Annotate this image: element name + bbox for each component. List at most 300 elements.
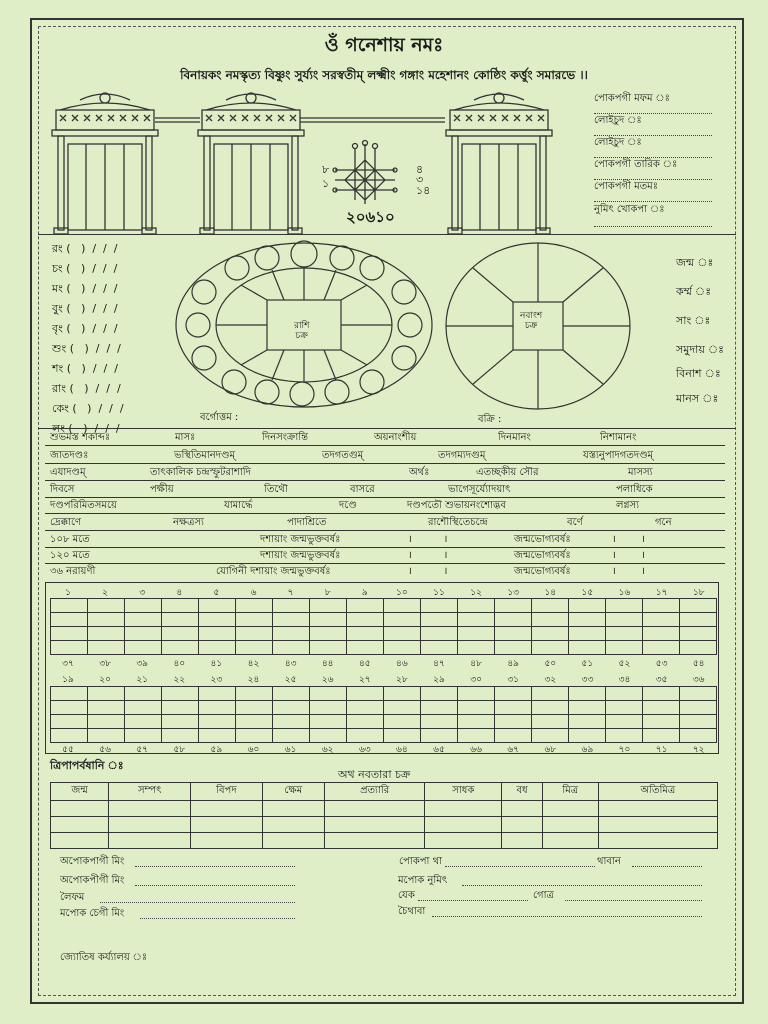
grid-cell — [236, 715, 273, 729]
grid-cell — [236, 599, 273, 613]
yantra-number: ১৪ — [416, 184, 431, 197]
grid-cell — [51, 641, 88, 655]
planet-row: বৃং ( ) / / / — [52, 322, 118, 335]
page-title: ওঁ গনেশায় নমঃ — [324, 34, 444, 56]
dasha-right: জন্মভোগ্যবর্ষঃ — [514, 566, 571, 577]
grid-cell — [310, 701, 347, 715]
grid-cell — [51, 715, 88, 729]
grid-cell — [384, 701, 421, 715]
grid-number: ৬৩ — [358, 745, 371, 755]
planet-row: কেং ( ) / / / — [52, 402, 124, 415]
field-line — [135, 866, 295, 867]
grid-cell — [458, 715, 495, 729]
grid-cell — [458, 627, 495, 641]
row-line — [45, 497, 725, 498]
dasha-right: জন্মভোগ্যবর্ষঃ — [514, 550, 571, 561]
dasha-label: ১০৮ মতে — [50, 534, 90, 545]
grid-cell — [125, 627, 162, 641]
detail-label: তিথৌ — [264, 484, 288, 495]
grid-cell — [680, 715, 717, 729]
grid-cell — [384, 599, 421, 613]
row-line — [45, 513, 725, 514]
grid-number: ৬২ — [321, 745, 334, 755]
grid-number: ৪৯ — [507, 659, 520, 669]
grid-number: ৪৫ — [358, 659, 371, 669]
grid-cell — [458, 641, 495, 655]
right-label: মানস ঃ — [676, 392, 719, 405]
grid-number: ৬৮ — [544, 745, 557, 755]
detail-label: যস্ত্যনুপাদগতদণ্ডম্ — [583, 450, 654, 461]
grid-cell — [569, 599, 606, 613]
grid-cell — [88, 715, 125, 729]
grid-cell — [643, 627, 680, 641]
grid-cell — [273, 729, 310, 743]
detail-label: মাসঃ — [175, 432, 196, 443]
grid-cell — [495, 641, 532, 655]
row-line — [45, 547, 725, 548]
planet-row: বুং ( ) / / / — [52, 302, 118, 315]
grid-cell — [273, 599, 310, 613]
grid-cell — [347, 599, 384, 613]
grid-cell — [88, 701, 125, 715]
grid-number: ৩৯ — [136, 659, 149, 669]
detail-label: শুভমস্ত শকাব্দঃ — [50, 432, 111, 443]
grid-number: ২৫ — [284, 675, 297, 685]
divider — [38, 234, 736, 235]
grid-cell — [125, 701, 162, 715]
grid-number: ১৩ — [507, 588, 520, 598]
grid-cell — [273, 613, 310, 627]
grid-number: ৭০ — [618, 745, 631, 755]
grid-cell — [606, 729, 643, 743]
grid-number: ৫৬ — [99, 745, 111, 755]
grid-cell — [458, 729, 495, 743]
grid-cell — [310, 641, 347, 655]
grid-cell — [458, 613, 495, 627]
field-line — [594, 226, 712, 227]
grid-number: ১০ — [396, 588, 408, 598]
grid-cell — [310, 627, 347, 641]
field-line — [565, 900, 702, 901]
grid-number: ৮ — [324, 588, 331, 598]
grid-number: ৫৫ — [62, 745, 74, 755]
grid-cell — [273, 687, 310, 701]
navatara-header: সম্পৎ — [109, 783, 191, 801]
grid-cell — [495, 687, 532, 701]
grid-number: ৫৮ — [173, 745, 186, 755]
grid-cell — [495, 627, 532, 641]
detail-label: দণ্ডপরিমিতসময়ে — [50, 500, 117, 511]
planet-row: চং ( ) / / / — [52, 262, 118, 275]
field-line — [594, 113, 712, 114]
grid-cell — [236, 627, 273, 641]
grid-number: ৪৪ — [321, 659, 334, 669]
grid-cell — [569, 613, 606, 627]
grid-cell — [310, 729, 347, 743]
grid-cell — [199, 599, 236, 613]
grid-cell — [532, 613, 569, 627]
grid-number: ৬১ — [284, 745, 297, 755]
bottom-field-label: অপোকপীগী মিং — [60, 875, 125, 886]
bottom-field-label: অপোকপাগী মিং — [60, 856, 125, 867]
grid-cell — [236, 687, 273, 701]
field-label: পোকপগী মফম ঃ — [594, 93, 671, 104]
navatara-header: মিত্র — [542, 783, 598, 801]
grid-cell — [347, 729, 384, 743]
dasha-mid: দশায়াং জন্মভুক্তবর্ষঃ — [260, 550, 341, 561]
grid-number: ১৬ — [618, 588, 631, 598]
detail-label: নিশামানং — [600, 432, 637, 443]
grid-number: ৬৯ — [581, 745, 594, 755]
grid-number: ২৮ — [396, 675, 408, 685]
navatara-header: বিপদ — [191, 783, 263, 801]
bottom-field-label: পোকপা থা — [399, 856, 442, 867]
grid-number: ৫ — [213, 588, 220, 598]
row-line — [45, 563, 725, 564]
grid-cell — [569, 729, 606, 743]
grid-cell — [273, 627, 310, 641]
detail-label: দিনমানং — [498, 432, 531, 443]
field-line — [135, 885, 295, 886]
grid-cell — [199, 687, 236, 701]
right-label: সমুদায় ঃ — [676, 343, 725, 356]
grid-cell — [51, 729, 88, 743]
navatara-header: জন্ম — [51, 783, 109, 801]
dasha-marks: । । — [408, 550, 448, 561]
grid-cell — [199, 627, 236, 641]
grid-cell — [236, 641, 273, 655]
grid-cell — [384, 613, 421, 627]
dasha-mid: যোগিনী দশায়াং জন্মভুক্তবর্ষঃ — [216, 566, 331, 577]
grid-number: ৩৮ — [99, 659, 111, 669]
grid-cell — [162, 641, 199, 655]
grid-number: ৪০ — [173, 659, 186, 669]
yantra-number: ১ — [322, 177, 330, 190]
bottom-field-label: যেক — [398, 890, 415, 901]
grid-number: ২২ — [173, 675, 186, 685]
grid-cell — [162, 729, 199, 743]
navatara-table — [50, 782, 718, 849]
field-line — [594, 135, 712, 136]
grid-cell — [125, 687, 162, 701]
grid-cell — [643, 715, 680, 729]
grid-cell — [532, 715, 569, 729]
grid-number: ১৯ — [62, 675, 74, 685]
grid-number: ৫২ — [618, 659, 631, 669]
field-line — [594, 179, 712, 180]
grid-cell — [199, 613, 236, 627]
dasha-marks: । । — [612, 566, 646, 577]
grid-cell — [310, 599, 347, 613]
grid-cell — [51, 599, 88, 613]
bottom-field-label: মপোক চেগী মিং — [60, 908, 125, 919]
grid-cell — [347, 613, 384, 627]
grid-cell — [495, 599, 532, 613]
grid-cell — [643, 687, 680, 701]
dasha-right: জন্মভোগ্যবর্ষঃ — [514, 534, 571, 545]
grid-cell — [236, 729, 273, 743]
bottom-field-label: গোত্র — [533, 890, 554, 901]
grid-number: ১৭ — [655, 588, 668, 598]
grid-number: ২৩ — [210, 675, 223, 685]
detail-label: দণ্ডপতৌ শুভায়নংশোদ্ভব — [407, 500, 506, 511]
detail-label: বাসরে — [350, 484, 375, 495]
grid-cell — [125, 729, 162, 743]
grid-number: ৯ — [361, 588, 368, 598]
grid-cell — [495, 729, 532, 743]
grid-cell — [495, 613, 532, 627]
detail-label: বর্ণে — [567, 517, 583, 528]
grid-number: ১৮ — [692, 588, 705, 598]
planet-row: শং ( ) / / / — [52, 362, 118, 375]
detail-label: পলাধিকে — [616, 484, 653, 495]
grid-cell — [273, 701, 310, 715]
number-grid-top — [50, 598, 717, 655]
grid-cell — [347, 701, 384, 715]
grid-number: ৬ — [250, 588, 257, 598]
field-label: লোইচুদ ঃ — [594, 137, 642, 148]
field-label: লোইচুদ ঃ — [594, 115, 642, 126]
grid-cell — [680, 729, 717, 743]
grid-cell — [643, 613, 680, 627]
detail-label: মাসস্য — [628, 467, 653, 478]
grid-number: ৩৬ — [692, 675, 705, 685]
grid-number: ১১ — [433, 588, 445, 598]
navatara-header: সাধক — [425, 783, 502, 801]
grid-cell — [606, 613, 643, 627]
grid-cell — [458, 701, 495, 715]
grid-cell — [384, 729, 421, 743]
grid-cell — [606, 715, 643, 729]
footer-label: জ্যোতিষ কর্য্যালয় ঃ — [60, 952, 148, 963]
row-line — [45, 480, 725, 481]
grid-number: ১২ — [470, 588, 482, 598]
grid-cell — [51, 627, 88, 641]
grid-cell — [532, 627, 569, 641]
grid-cell — [162, 599, 199, 613]
grid-cell — [458, 599, 495, 613]
planet-row: রাং ( ) / / / — [52, 382, 121, 395]
planet-row: মং ( ) / / / — [52, 282, 118, 295]
grid-number: ১ — [65, 588, 71, 598]
field-line — [432, 916, 702, 917]
grid-number: ৫৩ — [655, 659, 668, 669]
field-line — [445, 866, 595, 867]
field-line — [418, 900, 528, 901]
detail-label: দণ্ডে — [339, 500, 357, 511]
grid-cell — [162, 613, 199, 627]
grid-cell — [51, 687, 88, 701]
grid-number: ৫৪ — [692, 659, 705, 669]
right-label: বিনাশ ঃ — [676, 367, 721, 380]
navatara-header: অতিমিত্র — [598, 783, 717, 801]
grid-number: ৪১ — [210, 659, 223, 669]
dasha-marks: । । — [612, 550, 646, 561]
detail-label: দিনসংক্রান্তি — [262, 432, 309, 443]
planet-row: রং ( ) / / / — [52, 242, 118, 255]
grid-number: ২৭ — [358, 675, 371, 685]
grid-cell — [51, 613, 88, 627]
grid-cell — [606, 627, 643, 641]
grid-cell — [384, 641, 421, 655]
grid-number: ৫৭ — [136, 745, 149, 755]
grid-number: ৭ — [287, 588, 294, 598]
dasha-marks: । । — [612, 534, 646, 545]
grid-number: ৩২ — [544, 675, 557, 685]
detail-label: তদগম্যদগুম্ — [438, 450, 486, 461]
detail-label: ভস্থিতিমানদণ্ডম্ — [174, 450, 236, 461]
grid-cell — [532, 641, 569, 655]
detail-label: নক্ষত্রস্য — [173, 517, 204, 528]
grid-cell — [88, 599, 125, 613]
detail-label: অর্থঃ — [409, 467, 430, 478]
grid-cell — [643, 729, 680, 743]
grid-number: ২১ — [136, 675, 149, 685]
grid-cell — [384, 627, 421, 641]
grid-number: ৪৩ — [284, 659, 297, 669]
grid-cell — [125, 641, 162, 655]
grid-cell — [606, 687, 643, 701]
grid-number: ৪২ — [247, 659, 260, 669]
detail-label: লগ্নস্য — [616, 500, 639, 511]
grid-cell — [162, 627, 199, 641]
planet-row: লং ( ) / / / — [52, 422, 120, 435]
dasha-label: ১২০ মতে — [50, 550, 90, 561]
grid-cell — [421, 729, 458, 743]
grid-cell — [421, 687, 458, 701]
grid-number: ২৪ — [247, 675, 260, 685]
grid-cell — [569, 715, 606, 729]
detail-label: রাশৌস্থিতেচন্দ্রে — [428, 517, 488, 528]
gate-decoration — [50, 88, 580, 236]
grid-number: ৪৮ — [470, 659, 482, 669]
detail-label: এতচ্ছকীয় সৌর — [476, 467, 539, 478]
grid-cell — [569, 641, 606, 655]
grid-number: ৫০ — [544, 659, 557, 669]
grid-number: ৬৫ — [433, 745, 445, 755]
grid-cell — [606, 599, 643, 613]
grid-cell — [199, 729, 236, 743]
grid-cell — [125, 613, 162, 627]
yantra-number: ৪ — [416, 163, 424, 176]
field-label: নুমিৎ খোকপা ঃ — [594, 204, 665, 215]
row-line — [45, 445, 725, 446]
detail-label: অয়নাংশীয় — [374, 432, 417, 443]
grid-cell — [680, 599, 717, 613]
mantra-text: বিনায়কং নমস্কৃত্য বিষ্ণুং সুর্য্যং সরস্বতীম্ লক্ষ্মীং গঙ্গাং মহেশানং কোষ্ঠিং কর্ত্তুং সমারভে ।। — [180, 68, 588, 82]
field-label: পোকপগী তারিক ঃ — [594, 159, 678, 170]
field-label: পোকপগী মতমঃ — [594, 181, 659, 192]
grid-cell — [569, 701, 606, 715]
grid-number: ৪৬ — [396, 659, 408, 669]
field-line — [140, 918, 295, 919]
grid-number: ৩৫ — [655, 675, 668, 685]
navamsha-chakra-label: নবাংশ চক্র — [520, 311, 543, 331]
grid-number: ৭২ — [692, 745, 705, 755]
grid-number: ২৯ — [433, 675, 445, 685]
field-line — [100, 902, 295, 903]
grid-number: ৩১ — [507, 675, 520, 685]
grid-cell — [199, 715, 236, 729]
grid-cell — [421, 599, 458, 613]
grid-number: ৩৪ — [618, 675, 631, 685]
grid-cell — [384, 715, 421, 729]
grid-cell — [347, 641, 384, 655]
grid-number: ২০ — [99, 675, 111, 685]
vargottam-label: বর্গোত্তম : — [200, 412, 239, 423]
detail-label: দ্রেক্কাণে — [50, 517, 82, 528]
grid-cell — [236, 701, 273, 715]
grid-cell — [421, 641, 458, 655]
grid-cell — [532, 701, 569, 715]
grid-cell — [421, 613, 458, 627]
planet-row: শুং ( ) / / / — [52, 342, 121, 355]
grid-number: ৩ — [139, 588, 146, 598]
grid-number: ১৪ — [544, 588, 557, 598]
row-line — [45, 530, 725, 531]
grid-cell — [495, 701, 532, 715]
detail-label: যামার্দ্ধে — [224, 500, 253, 511]
grid-cell — [88, 687, 125, 701]
grid-cell — [347, 687, 384, 701]
detail-label: তাৎকালিক চন্দ্রস্ফুটরাশাদি — [150, 467, 251, 478]
vakri-label: বক্রি : — [478, 414, 502, 425]
grid-cell — [199, 701, 236, 715]
grid-cell — [532, 687, 569, 701]
grid-cell — [347, 627, 384, 641]
grid-number: ৬৪ — [396, 745, 408, 755]
grid-cell — [125, 599, 162, 613]
grid-number: ৬৬ — [470, 745, 482, 755]
grid-number: ৩৩ — [581, 675, 594, 685]
detail-label: পাদাশ্রিতে — [287, 517, 327, 528]
grid-number: ৫৯ — [210, 745, 223, 755]
grid-cell — [310, 613, 347, 627]
field-line — [594, 157, 712, 158]
bottom-field-label: লৈফম — [60, 892, 85, 903]
grid-cell — [199, 641, 236, 655]
detail-label: পক্ষীয় — [150, 484, 174, 495]
grid-number: ৩০ — [470, 675, 482, 685]
grid-cell — [643, 641, 680, 655]
grid-cell — [421, 701, 458, 715]
detail-label: দিবসে — [50, 484, 75, 495]
grid-cell — [421, 715, 458, 729]
grid-cell — [495, 715, 532, 729]
grid-cell — [458, 687, 495, 701]
detail-label: গনে — [655, 517, 672, 528]
grid-cell — [88, 627, 125, 641]
grid-cell — [606, 701, 643, 715]
tripa-label: ত্রিপাপর্বষানি ঃ — [50, 759, 124, 772]
grid-cell — [88, 613, 125, 627]
dasha-marks: । । — [408, 534, 448, 545]
grid-number: ৪ — [176, 588, 183, 598]
grid-cell — [162, 687, 199, 701]
detail-label: তদগতগুম্ — [322, 450, 364, 461]
yantra-number: ৮ — [322, 163, 330, 176]
grid-cell — [680, 613, 717, 627]
grid-cell — [532, 729, 569, 743]
detail-label: এযাদণ্ডম্ — [50, 467, 86, 478]
grid-cell — [273, 641, 310, 655]
grid-number: ৪৭ — [433, 659, 445, 669]
field-line — [462, 885, 702, 886]
grid-cell — [680, 627, 717, 641]
row-line — [45, 463, 725, 464]
detail-label: জাতদণ্ডঃ — [50, 450, 89, 461]
grid-number: ৩৭ — [62, 659, 74, 669]
